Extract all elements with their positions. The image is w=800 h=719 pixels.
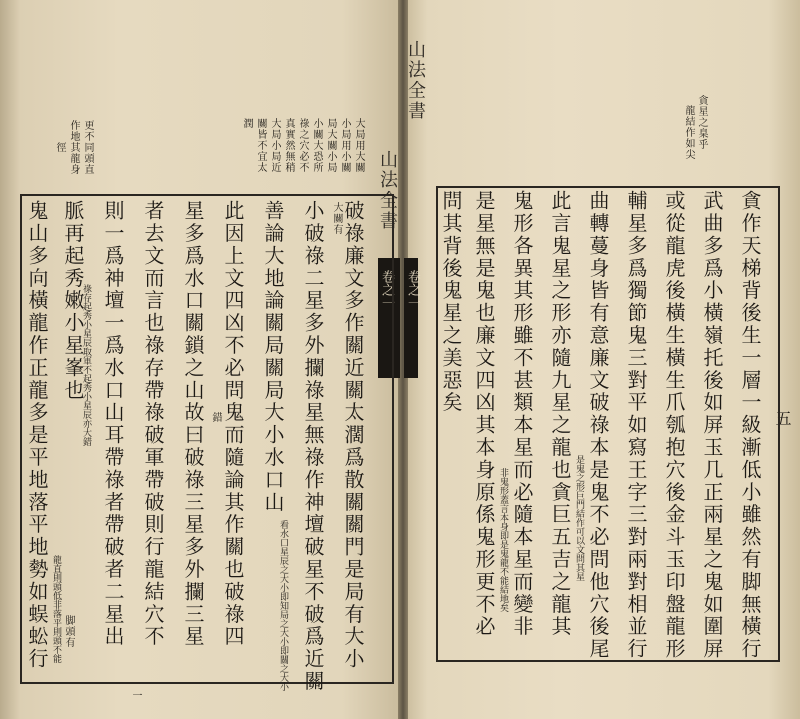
right-main-col-3: 或從龍虎後橫生橫生爪瓠抱穴後金斗玉印盤龍形	[662, 190, 686, 661]
right-inline-note-2: 非鬼形蓋言本身即是鬼龍不能結地矣	[498, 468, 508, 612]
left-top-note-1: 更不同頭直	[82, 120, 93, 175]
left-inline-note-6: 脚頭有	[63, 615, 74, 648]
left-inline-note-2: 看水口星辰之大小即知局之大小即關之大小	[278, 520, 288, 691]
left-top-note-6: 局大關小局	[325, 118, 336, 173]
right-top-note-1: 貪星之臬乎	[696, 95, 707, 150]
right-main-col-9: 問其背後鬼星之美惡矣	[439, 190, 463, 414]
right-main-col-2: 武曲多爲小橫嶺托後如屏玉几正兩星之鬼如圍屏	[700, 190, 724, 661]
right-main-col-8: 是星無是鬼也廉文四凶其本身原係鬼形更不必	[472, 190, 496, 638]
left-inline-note-1: 大關有	[331, 202, 342, 235]
right-inline-note-1: 是鬼之形巨門結作可以文問其星	[574, 455, 584, 581]
left-top-note-3: 徑	[54, 142, 65, 153]
right-margin-volume: 卷之一	[405, 270, 420, 309]
left-main-col-8: 脈再起秀嫩小星峯也	[61, 200, 85, 402]
right-main-col-1: 貪作天梯背後生一層一級漸低小雖然有脚無橫行	[738, 190, 762, 661]
left-main-col-4: 此因上文四凶不必問鬼而隨論其作關也破祿四	[221, 200, 245, 648]
right-main-col-7: 鬼形各異其形雖不甚類本星而必隨本星而變非	[510, 190, 534, 638]
left-main-col-9: 鬼山多向橫龍作正龍多是平地落平地勢如蜈蚣行	[25, 200, 49, 671]
left-top-note-5: 小局用小關	[339, 118, 350, 173]
left-main-col-3: 善論大地論關局關局大小水口山	[261, 200, 285, 514]
left-main-col-5: 星多爲水口關鎖之山故曰破祿三星多外攔三星	[181, 200, 205, 648]
right-main-col-6: 此言鬼星之形亦隨九星之龍也貪巨五吉之龍其	[548, 190, 572, 638]
left-inline-note-3: 錯	[210, 412, 221, 423]
left-top-note-2: 作地其龍身	[68, 120, 79, 175]
left-bottom-mark: 一	[130, 690, 141, 701]
right-main-col-5: 曲轉蔓身皆有意廉文破祿本是鬼不必問他穴後尾	[586, 190, 610, 661]
left-margin-volume: 卷之一	[379, 270, 394, 309]
left-top-note-7: 小關大恐所	[311, 118, 322, 173]
left-top-note-9: 真實然無稍	[283, 118, 294, 173]
left-top-note-11: 關皆不宜太	[255, 118, 266, 173]
right-main-col-4: 輔星多爲獨節鬼三對平如寫王字三對兩對相並行	[624, 190, 648, 661]
right-top-note-2: 龍結作如尖	[683, 105, 694, 160]
left-top-note-8: 祿之穴必不	[297, 118, 308, 173]
left-top-note-10: 大局小局近	[269, 118, 280, 173]
left-main-col-2: 小破祿二星多外攔祿星無祿作神壇破星不破爲近關	[301, 200, 325, 693]
right-folio: 五	[773, 410, 792, 426]
left-inline-note-4: 祿存起秀小星辰取軍不起秀小星辰亦大錯	[81, 284, 91, 446]
right-margin-title: 山法全書	[405, 40, 426, 122]
left-main-col-7: 則一爲神壇一爲水口山耳帶祿者帶破者二星出	[101, 200, 125, 648]
left-main-col-6: 者去文而言也祿存帶祿破軍帶破則行龍結穴不	[141, 200, 165, 648]
left-main-col-1: 破祿廉文多作關近關太濶爲散關關門是局有大小	[341, 200, 365, 671]
left-top-note-12: 潤	[241, 118, 252, 129]
left-margin-title: 山法全書	[377, 150, 398, 232]
left-inline-note-5: 龍直則頭低非落平則頭不能	[51, 555, 61, 663]
left-top-note-4: 大局用大關	[353, 118, 364, 173]
